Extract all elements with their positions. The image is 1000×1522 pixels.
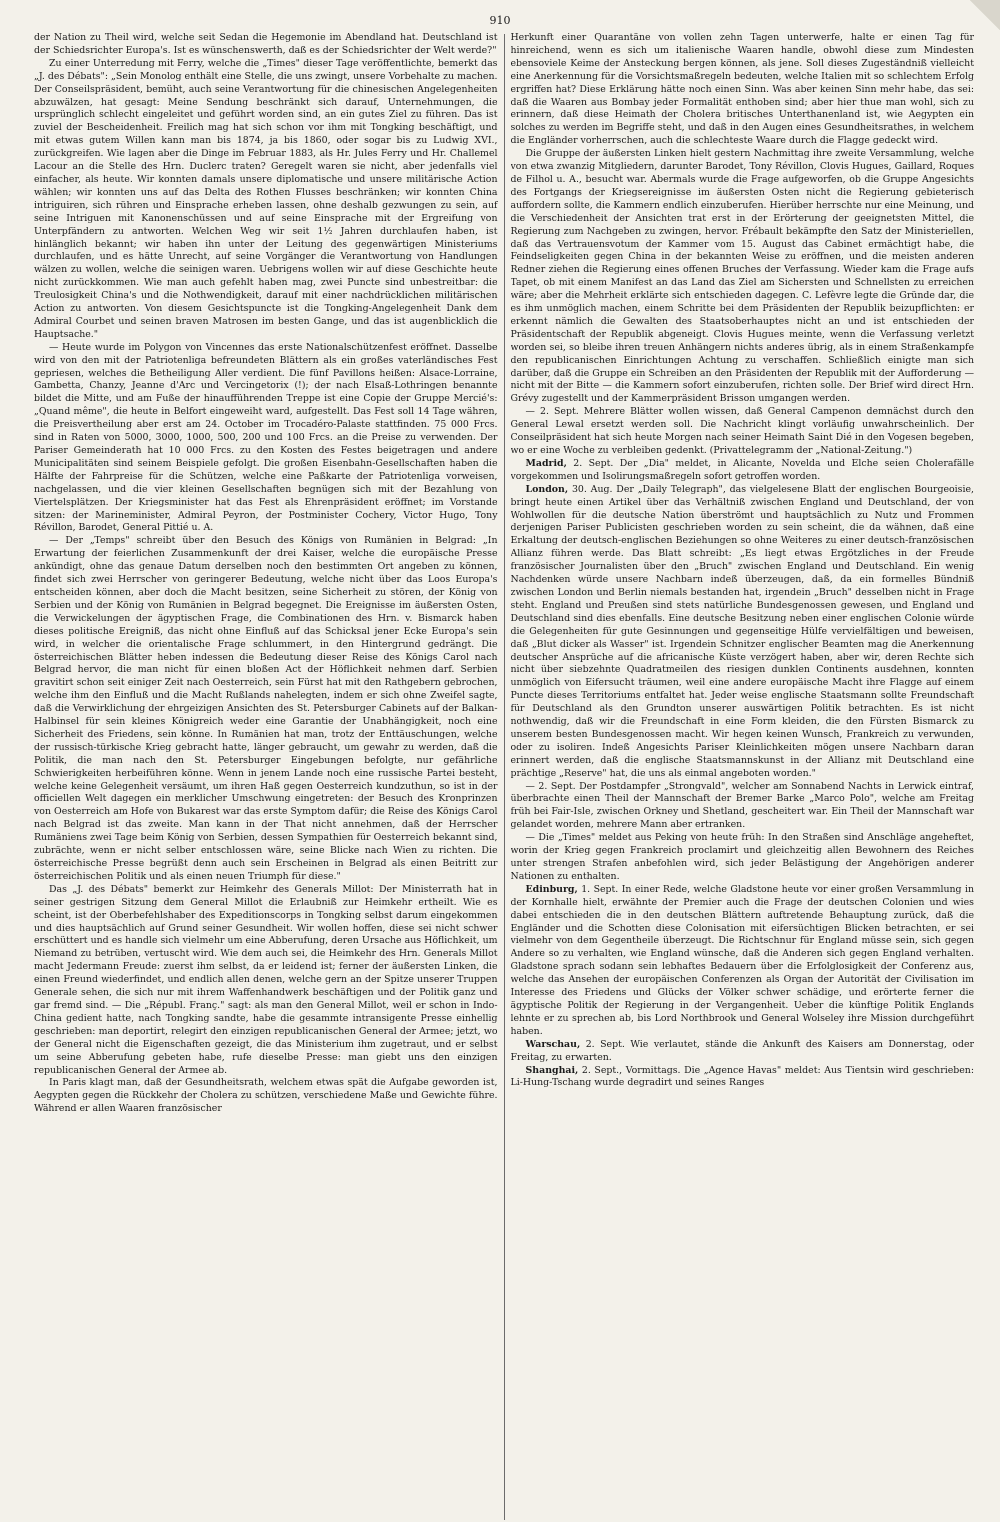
paragraph-text: Die Gruppe der äußersten Linken hielt gestern Nachmittag ihre zweite Versammlung, welche von etwa zwanzig Mitgliedern, darunter Barodet, Tony Révillon, Clovis Hugues, Gaillard, Roques de Filhol u. A., besucht war. Abermals wurde die Frage aufgeworfen, ob die Gruppe Angesichts des Fortgangs der Kriegsereignisse im äußersten Osten nicht die Regierung gebieterisch auffordern sollte, die Kammern endlich einzuberufen. Hierüber herrschte nur eine Meinung, und die Verschiedenheit der Ansichten trat erst in der Erörterung der geeignetsten Mittel, die Regierung zum Nachgeben zu zwingen, hervor. Frébault bekämpfte den Satz der Ministeriellen, daß das Vertrauensvotum der Kammer vom 15. August das Cabinet ermächtigt habe, die Feindseligkeiten gegen China in der bekannten Weise zu eröffnen, und die meisten anderen Redner ziehen die Regierung eines offenen Bruches der Verfassung. Wieder kam die Frage aufs Tapet, ob mit einem Manifest an das Land das Ziel am Sichersten und Schnellsten zu erreichen wäre; aber die Mehrheit erklärte sich entschieden dagegen. C. Lefèvre legte die Gründe dar, die es ihm unmöglich machen, einem Schritte bei dem Präsidenten der Republik beizupflichten: er erkennt nämlich die Gewalten des Staatsoberhauptes nicht an und ist entschieden der Präsidentschaft der Republik abgeneigt. Clovis Hugues meinte, wenn die Verfassung verletzt worden sei, so bleibe ihren treuen Anhängern nichts anderes übrig, als in einem Straßenkampfe den republicanischen Einrichtungen Achtung zu verschaffen. Schließlich einigte man sich darüber, daß die Gruppe ein Schreiben an den Präsidenten der Republik mit der Aufforderung — nicht mit der Bitte — die Kammern sofort einzuberufen, richten solle. Der Brief wird direct Hrn. Grévy zugestellt und der Kammerpräsident Brisson umgangen werden. xyxy=(510,148,974,405)
paragraph-text: 1. Sept. In einer Rede, welche Gladstone heute vor einer großen Versammlung in der Kornhalle hielt, erwähnte der Premier auch die Frage der deutschen Colonien und wies dabei entschieden die in den deutschen Blättern auftretende Behauptung zurück, daß die Engländer und die Schotten diese Colonisation mit eifersüchtigen Blicken betrachten, er sei vielmehr von dem Gegentheile überzeugt. Die Richtschnur für England müsse sein, sich gegen Andere so zu verhalten, wie England wünsche, daß die Anderen sich gegen England verhalten. Gladstone sprach sodann sein lebhaftes Bedauern über die Erfolglosigkeit der Conferenz aus, welche das Ansehen der europäischen Conferenzen als Organ der Autorität der Civilisation im Interesse des Friedens und Glücks der Völker schwer schädige, und erörterte ferner die ägyptische Politik der Regierung in der Vergangenheit. Ueber die künftige Politik Englands lehnte er zu sprechen ab, bis Lord Northbrook und General Wolseley ihre Mission durchgeführt haben. xyxy=(510,883,974,1037)
paragraph-text: der Nation zu Theil wird, welche seit Sedan die Hegemonie im Abendland hat. Deutschland ist der Schiedsrichter Europa's. Ist es wünschenswerth, daß es der Schiedsrichter der Welt werde?" xyxy=(34,32,498,56)
paragraph-text: — Die „Times" meldet aus Peking von heute früh: In den Straßen sind Anschläge angeheftet, worin der Krieg gegen Frankreich proclamirt und gleichzeitig allen Bewohnern des Reiches unter strengen Strafen anbefohlen wird, sich jeder Belästigung der Angehörigen anderer Nationen zu enthalten. xyxy=(510,832,974,882)
article-paragraph xyxy=(511,1065,975,1091)
paragraph-text: Das „J. des Débats" bemerkt zur Heimkehr des Generals Millot: Der Ministerrath hat in seiner gestrigen Sitzung dem General Millot die Erlaubniß zur Heimkehr ertheilt. Wie es scheint, ist der Oberbefehlshaber des Expeditionscorps in Tongking selbst darum eingekommen und dies hauptsächlich auf Grund seiner Gesundheit. Wir wollen hoffen, diese sei nicht schwer erschüttert und es handle sich vielmehr um eine Abberufung, deren Ursache aus Höflichkeit, um Niemand zu betrüben, vertuscht wird. Wie dem auch sei, die Heimkehr des Hrn. Generals Millot macht Jedermann Freude: zuerst ihm selbst, da er leidend ist; ferner der äußersten Linken, die einen Freund wiederfindet, und endlich allen denen, welche gern an der Spitze unserer Truppen Generale sehen, die sich nur mit ihrem Waffenhandwerk beschäftigen und der Politik ganz und gar fremd sind. — Die „Républ. Franç." sagt: als man den General Millot, weil er schon in Indo-China gedient hatte, nach Tongking sandte, habe die gesammte intransigente Presse einhellig geschrieben: man deportirt, relegirt den einzigen republicanischen General der Armee; jetzt, wo der General nicht die Eigenschaften gezeigt, die das Ministerium ihm zugetraut, und er selbst um seine Abberufung gebeten habe, rufe dieselbe Presse: man giebt uns den einzigen republicanischen General der Armee ab. xyxy=(34,883,498,1076)
article-paragraph xyxy=(511,484,975,781)
article-paragraph xyxy=(511,458,975,484)
dateline: Warschau, xyxy=(525,1038,581,1050)
dateline: London, xyxy=(525,483,569,495)
article-paragraph xyxy=(34,1077,498,1116)
paragraph-text: 30. Aug. Der „Daily Telegraph", das vielgelesene Blatt der englischen Bourgeoisie, bringt heute einen Artikel über das Verhältniß zwischen England und Deutschland, der von Wohlwollen für die deutsche Nation überströmt und hauptsächlich zu Nutz und Frommen derjenigen Pariser Publicisten geschrieben worden zu sein scheint, die da wähnen, daß eine Erkaltung der deutsch-englischen Beziehungen so ohne Weiteres zu einer deutsch-französischen Allianz führen werde. Das Blatt schreibt: „Es liegt etwas Ergötzliches in der Freude französischer Journalisten über den „Bruch" zwischen England und Deutschland. Ein wenig Nachdenken würde unsere Nachbarn indeß überzeugen, daß, da ein formelles Bündniß zwischen London und Berlin niemals bestanden hat, irgendein „Bruch" desselben nicht in Frage steht. England und Preußen sind stets natürliche Bundesgenossen gewesen, und England und Deutschland sind dies ebenfalls. Eine deutsche Besitzung neben einer englischen Colonie würde die Gelegenheiten für gute Gesinnungen und gegenseitige Hülfe vervielfältigen und beweisen, daß „Blut dicker als Wasser" ist. Irgendein Schnitzer englischer Beamten mag die Anerkennung deutscher Ansprüche auf die africanische Küste verzögert haben, aber wir, deren Rechte sich nicht über siebzehnte Quadratmeilen des riesigen dunklen Continents ausdehnen, konnten unmöglich von Eifersucht träumen, weil eine andere europäische Macht ihre Flagge auf einem Puncte dieses Territoriums entfaltet hat. Jeder weise englische Staatsmann sollte Freundschaft für Deutschland als den Grundton unserer auswärtigen Politik betrachten. Es ist nicht nothwendig, daß wir die Freundschaft in eine Form kleiden, die den Fürsten Bismarck zu unserem besten Bundesgenossen macht. Wir hegen keinen Wunsch, Frankreich zu verwunden, oder zu isoliren. Indeß Angesichts Pariser Kleinlichkeiten mögen unsere Nachbarn daran erinnert werden, daß die englische Staatsmannskunst in der Allianz mit Deutschland eine prächtige „Reserve" hat, die uns als einmal angeboten worden." xyxy=(510,483,974,779)
paragraph-text: In Paris klagt man, daß der Gesundheitsrath, welchem etwas spät die Aufgabe geworden ist, Aegypten gegen die Rückkehr der Cholera zu schützen, verschiedene Maße und Gewichte führe. Während er allen Waaren französischer xyxy=(34,1077,498,1115)
right-column xyxy=(511,32,975,1522)
columns xyxy=(26,32,974,1522)
dateline: Madrid, xyxy=(525,457,567,469)
paragraph-text: — 2. Sept. Mehrere Blätter wollen wissen, daß General Campenon demnächst durch den General Lewal ersetzt werden soll. Die Nachricht klingt vorläufig unwahrscheinlich. Der Conseilpräsident hat sich heute Morgen nach seiner Heimath Saint Dié in den Vogesen begeben, wo er eine Woche zu verbleiben gedenkt. (Privattelegramm der „National-Zeitung.") xyxy=(510,406,974,456)
article-paragraph xyxy=(511,781,975,833)
article-paragraph xyxy=(511,832,975,884)
column-rule xyxy=(504,34,505,1520)
left-column xyxy=(26,32,498,1522)
paragraph-text: Zu einer Unterredung mit Ferry, welche die „Times" dieser Tage veröffentlichte, bemerkt das „J. des Débats": „Sein Monolog enthält eine Stelle, die uns zwingt, unsere Vorbehalte zu machen. Der Conseilspräsident, bemüht, auch seine Verantwortung für die chinesischen Angelegenheiten abzuwälzen, hat gesagt: Meine Sendung beschränkt sich darauf, Unternehmungen, die ursprünglich schlecht eingeleitet und geführt worden sind, an ein gutes Ziel zu führen. Das ist zuviel der Bescheidenheit. Freilich mag hat sich schon vor ihm mit Tongking beschäftigt, und mit etwas gutem Willen kann man bis 1874, ja bis 1860, oder sogar bis zu Ludwig XVI., zurückgreifen. Wie lagen aber die Dinge im Februar 1883, als Hr. Jules Ferry und Hr. Challemel Lacour an die Stelle des Hrn. Duclerc traten? Geregelt waren sie nicht, aber jedenfalls viel einfacher, als heute. Wir konnten damals unsere diplomatische und unsere militärische Action wählen; wir konnten uns auf das Delta des Rothen Flusses beschränken; wir konnten China intriguiren, sich rühren und Einsprache erheben lassen, ohne deshalb gezwungen zu sein, auf seine Intriguen mit Kanonenschüssen und auf seine Einsprache mit der Ergreifung von Unterpfändern zu antworten. Welchen Weg wir seit 1½ Jahren durchlaufen haben, ist hinlänglich bekannt; wir haben ihn unter der Leitung des gegenwärtigen Ministeriums durchlaufen, und es hätte Unrecht, auf seine Vorgänger die Verantwortung von Handlungen wälzen zu wollen, welche die seinigen waren. Uebrigens wollen wir auf diese Geschichte heute nicht zurückkommen. Wie man auch gefehlt haben mag, zwei Puncte sind unbestreitbar: die Treulosigkeit China's und die Nothwendigkeit, darauf mit einer nachdrücklichen militärischen Action zu antworten. Von diesem Gesichtspuncte ist die Tongking-Angelegenheit Dank dem Admiral Courbet und seinen braven Matrosen im besten Gange, und das ist augenblicklich die Hauptsache." xyxy=(34,57,498,340)
article-paragraph xyxy=(34,535,498,883)
article-paragraph xyxy=(34,342,498,536)
article-paragraph xyxy=(511,32,975,148)
article-paragraph xyxy=(34,58,498,342)
folded-corner xyxy=(970,0,1000,30)
dateline: Shanghai, xyxy=(525,1064,579,1076)
paragraph-text: 2. Sept., Vormittags. Die „Agence Havas" meldet: Aus Tientsin wird geschrieben: Li-Hung-Tschang wurde degradirt und seines Ranges xyxy=(510,1064,974,1089)
article-paragraph xyxy=(511,1039,975,1065)
paragraph-text: — Der „Temps" schreibt über den Besuch des Königs von Rumänien in Belgrad: „In Erwartung der feierlichen Zusammenkunft der drei Kaiser, welche die europäische Presse ankündigt, ohne das genaue Datum derselben noch den bestimmten Ort angeben zu können, findet sich zwei Herrscher von geringerer Bedeutung, welche nicht über das Loos Europa's entscheiden können, aber doch die Macht besitzen, seine Sicherheit zu stören, der König von Serbien und der König von Rumänien in Belgrad begegnet. Die Ereignisse im äußersten Osten, die Verwickelungen der ägyptischen Frage, die Combinationen des Hrn. v. Bismarck haben dieses politische Ereigniß, das nicht ohne Einfluß auf das Schicksal jener Ecke Europa's sein wird, in welcher die orientalische Frage schlummert, in den Hintergrund gedrängt. Die österreichischen Blätter heben indessen die Bedeutung dieser Reise des Königs Carol nach Belgrad hervor, die man nicht für einen bloßen Act der Höflichkeit nehmen darf. Serbien gravitirt schon seit einiger Zeit nach Oesterreich, sein Fürst hat mit den Rathgebern gebrochen, welche ihm den Einfluß und die Macht Rußlands nahelegten, indem er sich ohne Zweifel sagte, daß die Verwirklichung der ehrgeizigen Ansichten des St. Petersburger Cabinets auf der Balkan-Halbinsel für sein kleines Königreich weder eine Garantie der Unabhängigkeit, noch eine Sicherheit des Friedens, sein könne. In Rumänien hat man, trotz der Enttäuschungen, welche der russisch-türkische Krieg gebracht hatte, länger gebraucht, um gewahr zu werden, daß die Politik, die man nach den St. Petersburger Eingebungen befolgte, nur gefährliche Schwierigkeiten herbeiführen könne. Wenn in jenem Lande noch eine russische Partei besteht, welche keine Gelegenheit versäumt, um ihren Haß gegen Oesterreich kundzuthun, so ist in der officiellen Welt dagegen ein merklicher Umschwung eingetreten: der Besuch des Kronprinzen von Oesterreich am Hofe von Bukarest war das erste Symptom dafür; die Reise des Königs Carol nach Belgrad ist das zweite. Man kann in der That nicht annehmen, daß der Herrscher Rumäniens zwei Tage beim König von Serbien, dessen Sympathien für Oesterreich bekannt sind, zubrächte, wenn er nicht selber entschlossen wäre, seine Blicke nach Wien zu richten. Die österreichische Presse begrüßt denn auch sein Erscheinen in Belgrad als einen Beitritt zur österreichischen Politik und als einen neuen Triumph für diese." xyxy=(34,535,498,882)
paragraph-text: Herkunft einer Quarantäne von vollen zehn Tagen unterwerfe, halte er einen Tag für hinreichend, wenn es sich um italienische Waaren handle, obwohl diese zum Mindesten ebensoviele Keime der Ansteckung bergen können, als jene. Soll dieses Zugeständniß vielleicht eine Anerkennung für die Vorsichtsmaßregeln bedeuten, welche Italien mit so schlechtem Erfolg ergriffen hat? Diese Erklärung hätte noch einen Sinn. Was aber keinen Sinn mehr habe, das sei: daß die Waaren aus Bombay jeder Formalität enthoben sind; aber hier thue man wohl, sich zu erinnern, daß diese Heimath der Cholera britisches Unterthanenland ist, wie Aegypten ein solches zu werden im Begriffe steht, und daß in den Augen eines Gesundheitsrathes, in welchem die Engländer vorherrschen, auch die schlechteste Waare durch die Flagge gedeckt wird. xyxy=(510,32,974,147)
article-paragraph xyxy=(511,406,975,458)
article-paragraph xyxy=(34,32,498,58)
article-paragraph xyxy=(34,884,498,1078)
paragraph-text: 2. Sept. Wie verlautet, stände die Ankunft des Kaisers am Donnerstag, oder Freitag, zu erwarten. xyxy=(510,1038,974,1063)
paragraph-text: — 2. Sept. Der Postdampfer „Strongvald", welcher am Sonnabend Nachts in Lerwick eintraf, überbrachte einen Theil der Mannschaft der Bremer Barke „Marco Polo", welche am Freitag früh bei Fair-Isle, zwischen Orkney und Shetland, gescheitert war. Ein Theil der Mannschaft war gelandet worden, mehrere Mann aber ertranken. xyxy=(510,780,974,831)
paragraph-text: — Heute wurde im Polygon von Vincennes das erste Nationalschützenfest eröffnet. Dasselbe wird von den mit der Patriotenliga befreundeten Blättern als ein großes vaterländisches Fest gepriesen, welches die Betheiligung Aller verdient. Die fünf Pavillons heißen: Alsace-Lorraine, Gambetta, Chanzy, Jeanne d'Arc und Vercingetorix (!); der nach Elsaß-Lothringen benannte bildet die Mitte, und am Fuße der hinaufführenden Treppe ist eine Copie der Gruppe Mercié's: „Quand même", die heute in Belfort eingeweiht ward, aufgestellt. Das Fest soll 14 Tage währen, die Preisvertheilung aber erst am 24. October im Trocadéro-Palaste stattfinden. 75 000 Frcs. sind in Raten von 5000, 3000, 1000, 500, 200 und 100 Frcs. an die Preise zu verwenden. Der Pariser Gemeinderath hat 10 000 Frcs. zu den Kosten des Festes beigetragen und andere Municipalitäten sind seinem Beispiele gefolgt. Die großen Eisenbahn-Gesellschaften haben die Hälfte der Fahrpreise für die Schützen, welche eine Paßkarte der Patriotenliga vorweisen, nachgelassen, und die vier kleinen Gesellschaften begnügen sich mit der Bezahlung von Viertelsplätzen. Der Kriegsminister hat das Fest als Ehrenpräsident eröffnet; im Vorstande sitzen: der Marineminister, Admiral Peyron, der Postminister Cochery, Victor Hugo, Tony Révillon, Barodet, General Pittié u. A. xyxy=(34,341,498,534)
article-paragraph xyxy=(511,884,975,1039)
paragraph-text: 2. Sept. Der „Dia" meldet, in Alicante, Novelda und Elche seien Cholerafälle vorgekommen und Isolirungsmaßregeln sofort getroffen worden. xyxy=(510,457,974,482)
page-number: 910 xyxy=(489,14,511,27)
article-paragraph xyxy=(511,148,975,406)
dateline: Edinburg, xyxy=(525,883,578,895)
